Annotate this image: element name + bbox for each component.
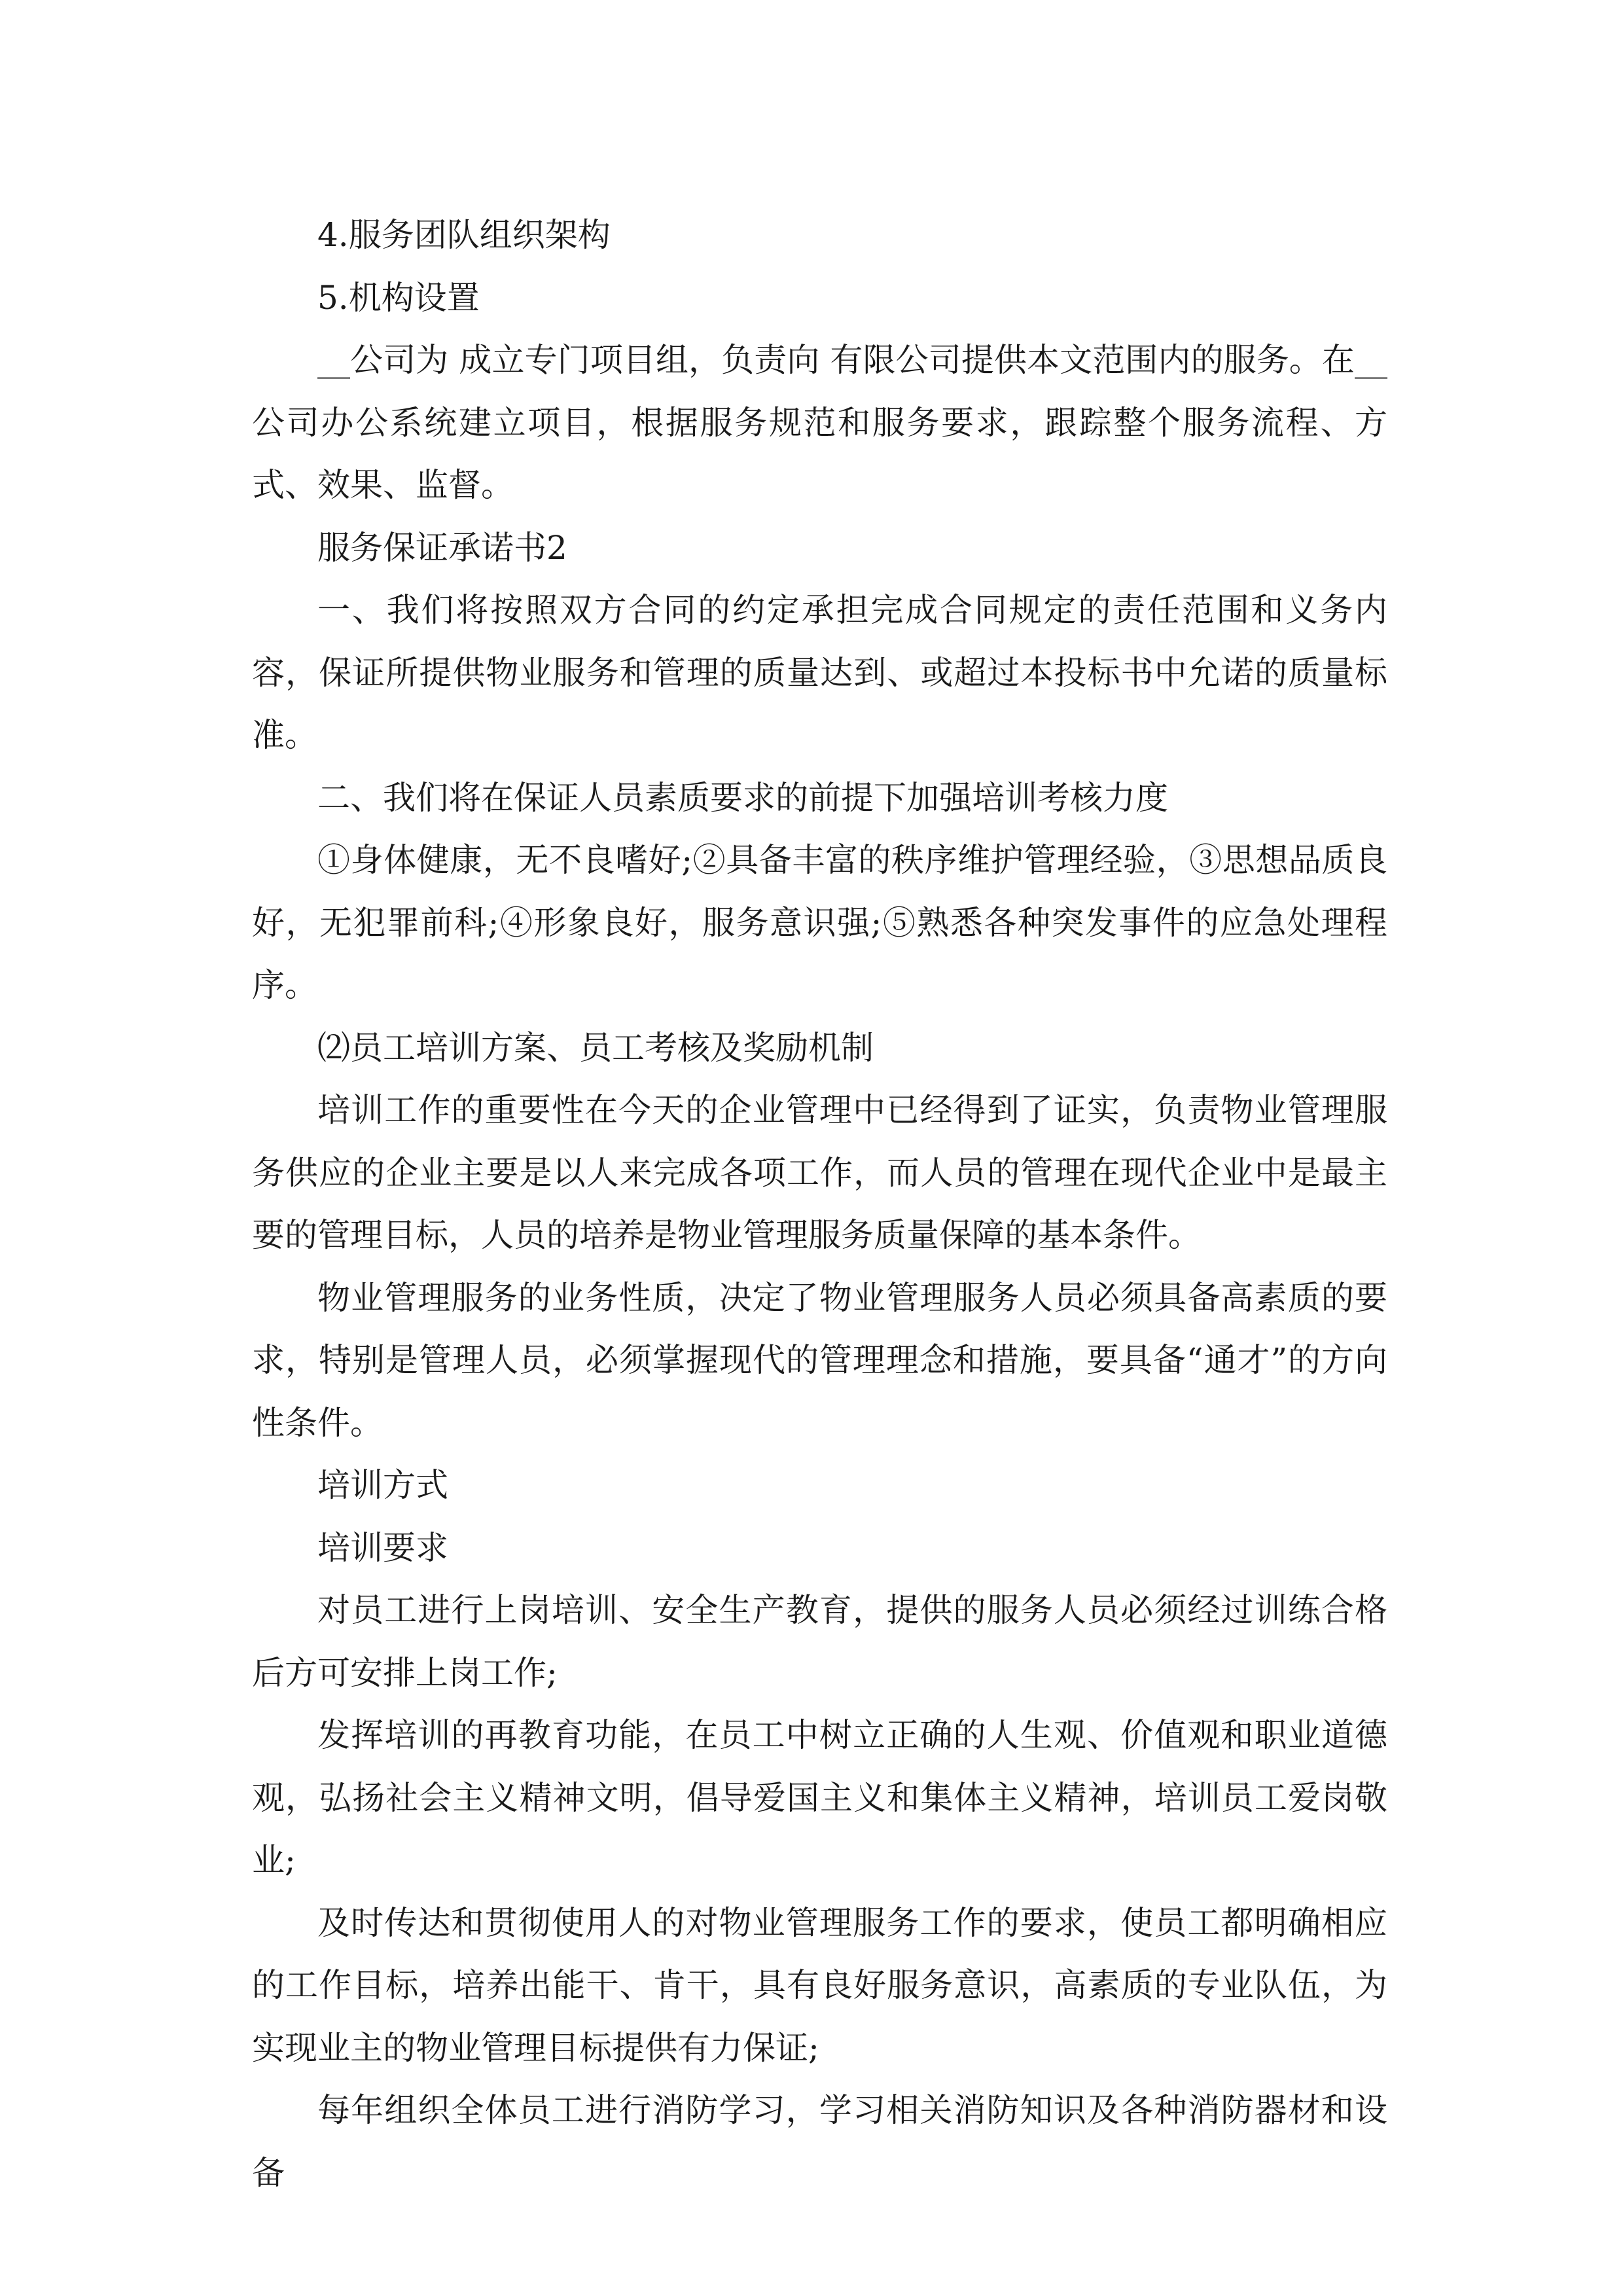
paragraph-12: 培训要求 <box>317 1528 448 1567</box>
paragraph-5: 一、我们将按照双方合同的约定承担完成合同规定的责任范围和义务内容，保证所提供物业服务和管理的质量达到、或超过本投标书中允诺的质量标准。 <box>252 591 1387 754</box>
paragraph-15: 及时传达和贯彻使用人的对物业管理服务工作的要求，使员工都明确相应的工作目标，培养出能干、肯干，具有良好服务意识，高素质的专业队伍，为实现业主的物业管理目标提供有力保证; <box>252 1903 1387 2067</box>
paragraph-14: 发挥培训的再教育功能，在员工中树立正确的人生观、价值观和职业道德观，弘扬社会主义精神文明，倡导爱国主义和集体主义精神，培训员工爱岗敬业; <box>252 1716 1387 1879</box>
paragraph-2: 5.机构设置 <box>317 278 480 317</box>
paragraph-3: __公司为 成立专门项目组，负责向 有限公司提供本文范围内的服务。在__公司办公系统建立项目，根据服务规范和服务要求，跟踪整个服务流程、方式、效果、监督。 <box>252 341 1387 504</box>
paragraph-1: 4.服务团队组织架构 <box>317 216 611 254</box>
paragraph-13: 对员工进行上岗培训、安全生产教育，提供的服务人员必须经过训练合格后方可安排上岗工作; <box>252 1591 1387 1692</box>
paragraph-11: 培训方式 <box>317 1466 448 1504</box>
paragraph-16: 每年组织全体员工进行消防学习，学习相关消防知识及各种消防器材和设备 <box>252 2091 1387 2192</box>
paragraph-10: 物业管理服务的业务性质，决定了物业管理服务人员必须具备高素质的要求，特别是管理人员，必须掌握现代的管理理念和措施，要具备“通才”的方向性条件。 <box>252 1278 1387 1442</box>
paragraph-9: 培训工作的重要性在今天的企业管理中已经得到了证实，负责物业管理服务供应的企业主要是以人来完成各项工作，而人员的管理在现代企业中是最主要的管理目标，人员的培养是物业管理服务质量保障的基本条件。 <box>252 1091 1387 1254</box>
paragraph-7: ①身体健康，无不良嗜好;②具备丰富的秩序维护管理经验，③思想品质良好，无犯罪前科;④形象良好，服务意识强;⑤熟悉各种突发事件的应急处理程序。 <box>252 841 1387 1004</box>
section-heading: 服务保证承诺书2 <box>317 528 567 567</box>
document-body <box>252 204 1387 2204</box>
paragraph-6: 二、我们将在保证人员素质要求的前提下加强培训考核力度 <box>317 778 1168 817</box>
paragraph-8: ⑵员工培训方案、员工考核及奖励机制 <box>317 1028 874 1067</box>
